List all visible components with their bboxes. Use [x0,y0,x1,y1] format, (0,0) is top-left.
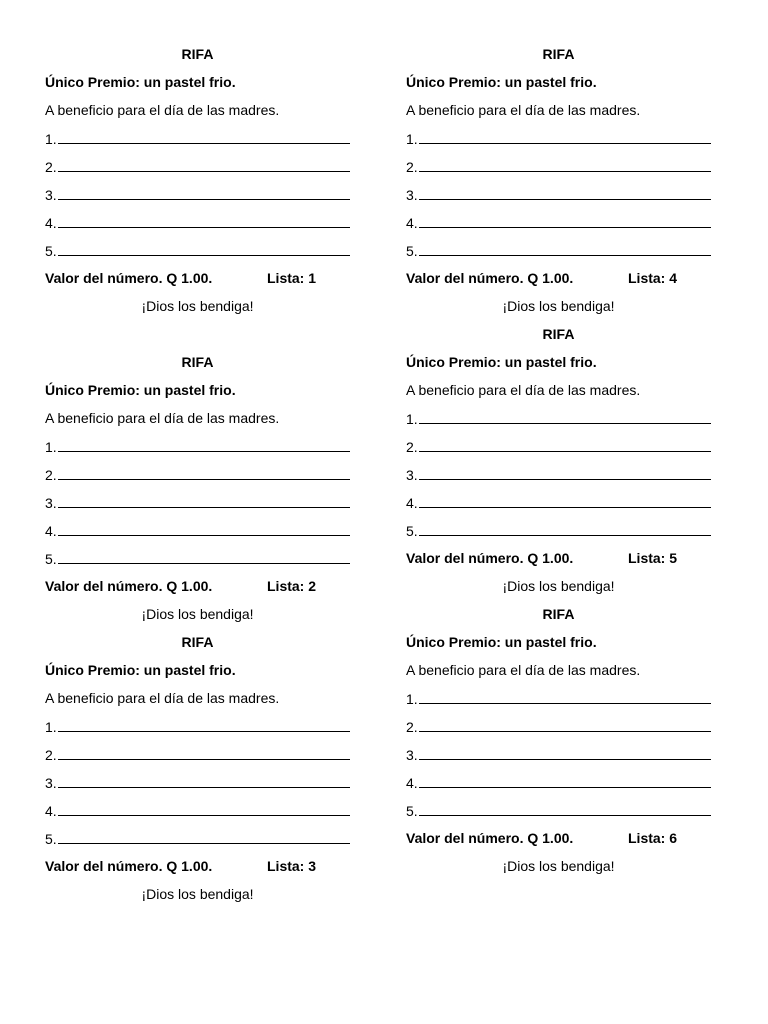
entry-line-3[interactable] [406,465,711,483]
ticket-benefit: A beneficio para el día de las madres. [45,102,280,118]
entry-rule [419,717,711,732]
entry-rule [419,185,711,200]
ticket-value-row [45,857,350,875]
entry-line-4[interactable] [45,213,350,231]
ticket-title: RIFA [181,634,214,650]
entry-number: 4. [45,523,57,539]
entry-number: 2. [45,747,57,763]
entry-number: 5. [406,523,418,539]
entry-rule [58,773,350,788]
entry-line-3[interactable] [45,773,350,791]
ticket-list-number: Lista: 6 [628,830,678,846]
entry-rule [58,829,350,844]
entry-rule [419,409,711,424]
entry-number: 2. [45,467,57,483]
entry-rule [419,801,711,816]
entry-number: 1. [406,131,418,147]
entry-line-3[interactable] [45,493,350,511]
entry-line-4[interactable] [45,521,350,539]
ticket-title: RIFA [542,46,575,62]
ticket-benefit: A beneficio para el día de las madres. [406,102,641,118]
ticket-value: Valor del número. Q 1.00. [406,550,574,566]
ticket-value-row [45,577,350,595]
ticket-prize: Único Premio: un pastel frio. [406,74,597,90]
entry-number: 3. [406,467,418,483]
entry-line-4[interactable] [406,213,711,231]
ticket-blessing: ¡Dios los bendiga! [141,298,254,314]
entry-number: 2. [406,159,418,175]
entry-line-1[interactable] [45,437,350,455]
ticket-blessing: ¡Dios los bendiga! [502,298,615,314]
entry-rule [419,493,711,508]
entry-number: 3. [406,747,418,763]
ticket-benefit: A beneficio para el día de las madres. [45,690,280,706]
entry-rule [58,801,350,816]
ticket-prize: Único Premio: un pastel frio. [45,382,236,398]
entry-rule [419,745,711,760]
entry-line-2[interactable] [45,465,350,483]
entry-line-3[interactable] [406,185,711,203]
entry-rule [419,129,711,144]
ticket-title: RIFA [181,46,214,62]
ticket-blessing: ¡Dios los bendiga! [502,858,615,874]
entry-number: 5. [406,803,418,819]
entry-line-5[interactable] [45,829,350,847]
entry-number: 5. [45,831,57,847]
entry-line-4[interactable] [45,801,350,819]
entry-rule [58,157,350,172]
entry-rule [419,241,711,256]
ticket-list-number: Lista: 1 [267,270,317,286]
ticket-list-number: Lista: 4 [628,270,678,286]
entry-number: 4. [406,495,418,511]
entry-number: 1. [45,719,57,735]
ticket-value-row [45,269,350,287]
entry-line-2[interactable] [45,745,350,763]
entry-line-4[interactable] [406,493,711,511]
ticket-benefit: A beneficio para el día de las madres. [406,382,641,398]
entry-rule [58,241,350,256]
entry-number: 4. [406,215,418,231]
entry-line-1[interactable] [45,717,350,735]
entry-line-3[interactable] [45,185,350,203]
ticket-blessing: ¡Dios los bendiga! [141,886,254,902]
entry-line-5[interactable] [406,241,711,259]
ticket-value: Valor del número. Q 1.00. [45,858,213,874]
entry-line-2[interactable] [406,157,711,175]
entry-line-2[interactable] [45,157,350,175]
entry-rule [58,521,350,536]
ticket-value: Valor del número. Q 1.00. [406,830,574,846]
entry-number: 4. [45,215,57,231]
ticket-prize: Único Premio: un pastel frio. [406,354,597,370]
entry-rule [58,185,350,200]
entry-number: 3. [406,187,418,203]
ticket-benefit: A beneficio para el día de las madres. [45,410,280,426]
entry-number: 3. [45,187,57,203]
ticket-value-row [406,269,711,287]
ticket-list-number: Lista: 5 [628,550,678,566]
ticket-value: Valor del número. Q 1.00. [406,270,574,286]
entry-line-4[interactable] [406,773,711,791]
entry-line-5[interactable] [45,549,350,567]
entry-rule [58,129,350,144]
ticket-list-number: Lista: 2 [267,578,317,594]
entry-number: 4. [45,803,57,819]
entry-rule [58,213,350,228]
entry-line-5[interactable] [406,521,711,539]
entry-number: 2. [406,439,418,455]
entry-rule [419,213,711,228]
entry-number: 3. [45,775,57,791]
entry-rule [419,465,711,480]
entry-line-3[interactable] [406,745,711,763]
entry-line-2[interactable] [406,437,711,455]
entry-number: 1. [406,691,418,707]
ticket-benefit: A beneficio para el día de las madres. [406,662,641,678]
entry-line-1[interactable] [45,129,350,147]
entry-number: 2. [45,159,57,175]
ticket-value-row [406,549,711,567]
entry-number: 1. [45,439,57,455]
ticket-list-number: Lista: 3 [267,858,317,874]
entry-line-5[interactable] [406,801,711,819]
entry-number: 5. [45,243,57,259]
entry-rule [419,157,711,172]
ticket-title: RIFA [542,606,575,622]
entry-number: 4. [406,775,418,791]
entry-line-1[interactable] [406,409,711,427]
ticket-value: Valor del número. Q 1.00. [45,270,213,286]
entry-number: 1. [45,131,57,147]
entry-rule [419,773,711,788]
entry-line-1[interactable] [406,129,711,147]
ticket-blessing: ¡Dios los bendiga! [502,578,615,594]
ticket-value: Valor del número. Q 1.00. [45,578,213,594]
entry-number: 5. [45,551,57,567]
ticket-title: RIFA [181,354,214,370]
entry-rule [419,437,711,452]
entry-rule [419,521,711,536]
entry-rule [58,493,350,508]
entry-line-2[interactable] [406,717,711,735]
entry-rule [419,689,711,704]
entry-number: 2. [406,719,418,735]
ticket-value-row [406,829,711,847]
entry-number: 1. [406,411,418,427]
entry-number: 3. [45,495,57,511]
entry-line-5[interactable] [45,241,350,259]
entry-rule [58,745,350,760]
ticket-blessing: ¡Dios los bendiga! [141,606,254,622]
ticket-title: RIFA [542,326,575,342]
entry-rule [58,717,350,732]
ticket-prize: Único Premio: un pastel frio. [45,662,236,678]
entry-rule [58,465,350,480]
entry-number: 5. [406,243,418,259]
entry-line-1[interactable] [406,689,711,707]
entry-rule [58,549,350,564]
entry-rule [58,437,350,452]
ticket-prize: Único Premio: un pastel frio. [45,74,236,90]
ticket-prize: Único Premio: un pastel frio. [406,634,597,650]
